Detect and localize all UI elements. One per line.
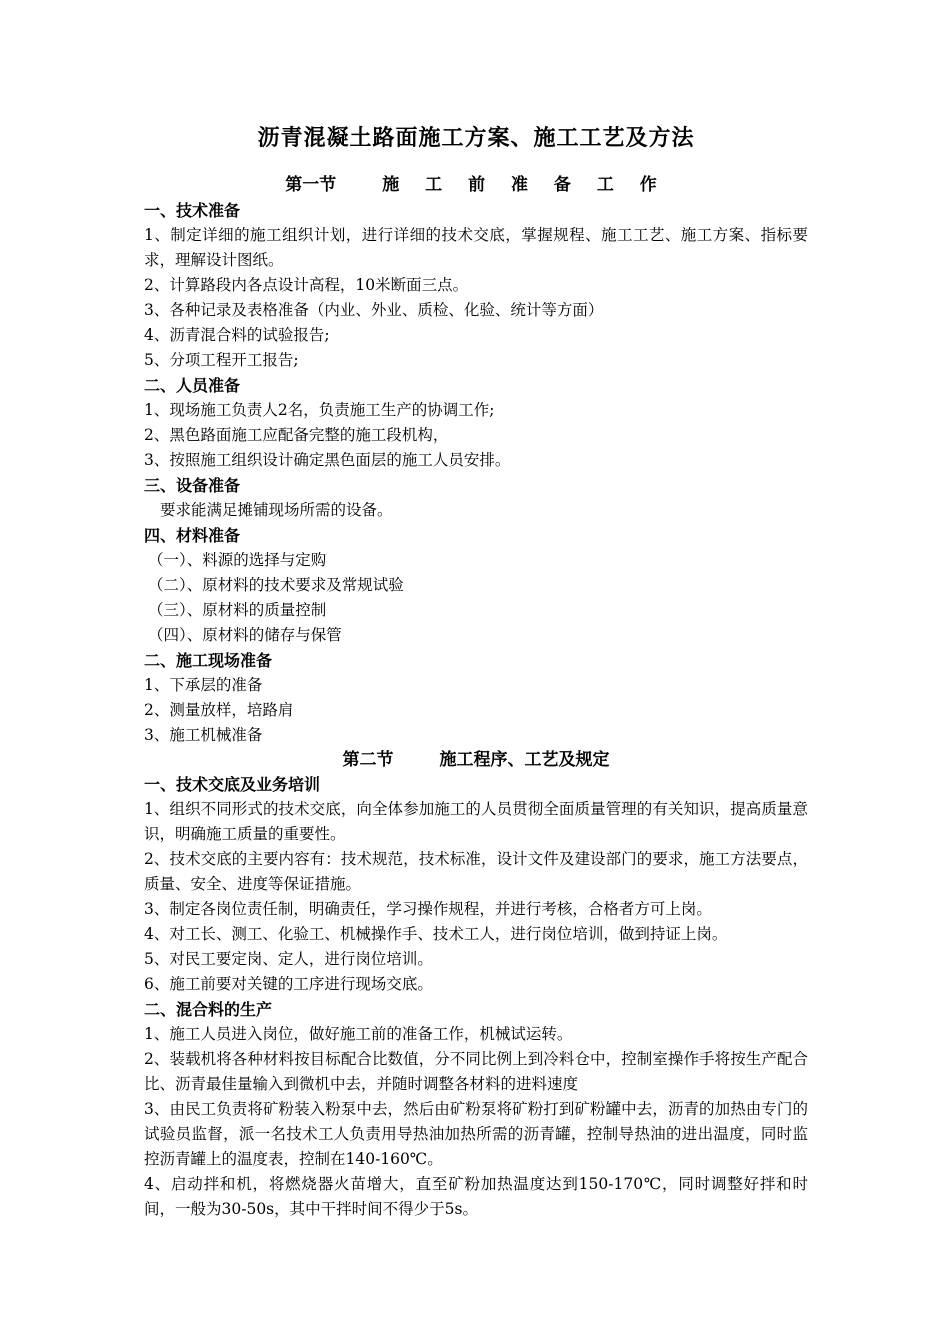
paragraph: 3、由民工负责将矿粉装入粉泵中去，然后由矿粉泵将矿粉打到矿粉罐中去，沥青的加热由专门的试验员监督，派一名技术工人负责用导热油加热所需的沥青罐，控制导热油的进出温度，同时监控沥青罐上的温度表，控制在140-160℃。 [144, 1100, 808, 1168]
paragraph: 2、黑色路面施工应配备完整的施工段机构， [144, 426, 449, 444]
paragraph: （三）、原材料的质量控制 [148, 601, 327, 619]
section-label: 施工程序、工艺及规定 [439, 750, 610, 770]
heading-site-preparation: 二、施工现场准备 [144, 651, 273, 670]
paragraph: （二）、原材料的技术要求及常规试验 [148, 576, 404, 594]
heading-material-preparation: 四、材料准备 [144, 526, 241, 545]
paragraph: 4、对工长、测工、化验工、机械操作手、技术工人，进行岗位培训，做到持证上岗。 [144, 925, 728, 943]
paragraph: 2、装载机将各种材料按目标配合比数值，分不同比例上到冷料仓中，控制室操作手将按生产配合比、沥青最佳量输入到微机中去，并随时调整各材料的进料速度 [144, 1050, 808, 1093]
heading-equipment-preparation: 三、设备准备 [144, 476, 241, 495]
paragraph: 3、施工机械准备 [144, 726, 263, 744]
heading-technical-preparation: 一、技术准备 [144, 201, 241, 220]
section-number: 第一节 [285, 175, 337, 195]
paragraph: 1、施工人员进入岗位，做好施工前的准备工作，机械试运转。 [144, 1025, 573, 1043]
paragraph: 1、制定详细的施工组织计划，进行详细的技术交底，掌握规程、施工工艺、施工方案、指标要求，理解设计图纸。 [144, 226, 808, 269]
paragraph: 1、组织不同形式的技术交底，向全体参加施工的人员贯彻全面质量管理的有关知识，提高质量意识，明确施工质量的重要性。 [144, 800, 808, 843]
heading-personnel-preparation: 二、人员准备 [144, 376, 241, 395]
paragraph: （四）、原材料的储存与保管 [148, 626, 342, 644]
paragraph: 3、各种记录及表格准备（内业、外业、质检、化验、统计等方面） [144, 301, 604, 319]
paragraph: 3、制定各岗位责任制，明确责任，学习操作规程，并进行考核，合格者方可上岗。 [144, 900, 712, 918]
heading-mixture-production: 二、混合料的生产 [144, 1000, 273, 1019]
paragraph: 1、现场施工负责人2名，负责施工生产的协调工作; [144, 401, 495, 419]
document-content [144, 118, 808, 1222]
paragraph: 1、下承层的准备 [144, 676, 263, 694]
paragraph: 6、施工前要对关键的工序进行现场交底。 [144, 975, 433, 993]
paragraph: 4、启动拌和机，将燃烧器火苗增大，直至矿粉加热温度达到150-170℃，同时调整好拌和时间，一般为30-50s，其中干拌时间不得少于5s。 [144, 1175, 808, 1218]
paragraph: 2、计算路段内各点设计高程，10米断面三点。 [144, 276, 469, 294]
paragraph: 2、测量放样，培路肩 [144, 701, 294, 719]
paragraph: 2、技术交底的主要内容有：技术规范，技术标准，设计文件及建设部门的要求，施工方法要点，质量、安全、进度等保证措施。 [144, 850, 808, 893]
heading-technical-briefing: 一、技术交底及业务培训 [144, 775, 321, 794]
paragraph: 4、沥青混合料的试验报告; [144, 326, 330, 344]
section-heading-1 [144, 172, 808, 198]
section-label: 施 工 前 准 备 工 作 [382, 175, 667, 195]
paragraph: 5、对民工要定岗、定人，进行岗位培训。 [144, 950, 433, 968]
paragraph: 3、按照施工组织设计确定黑色面层的施工人员安排。 [144, 451, 511, 469]
paragraph: （一）、料源的选择与定购 [148, 551, 327, 569]
section-number: 第二节 [342, 750, 394, 770]
paragraph: 5、分项工程开工报告; [144, 351, 299, 369]
paragraph: 要求能满足摊铺现场所需的设备。 [160, 501, 393, 519]
section-heading-2 [144, 748, 808, 772]
document-title: 沥青混凝土路面施工方案、施工工艺及方法 [257, 125, 695, 151]
